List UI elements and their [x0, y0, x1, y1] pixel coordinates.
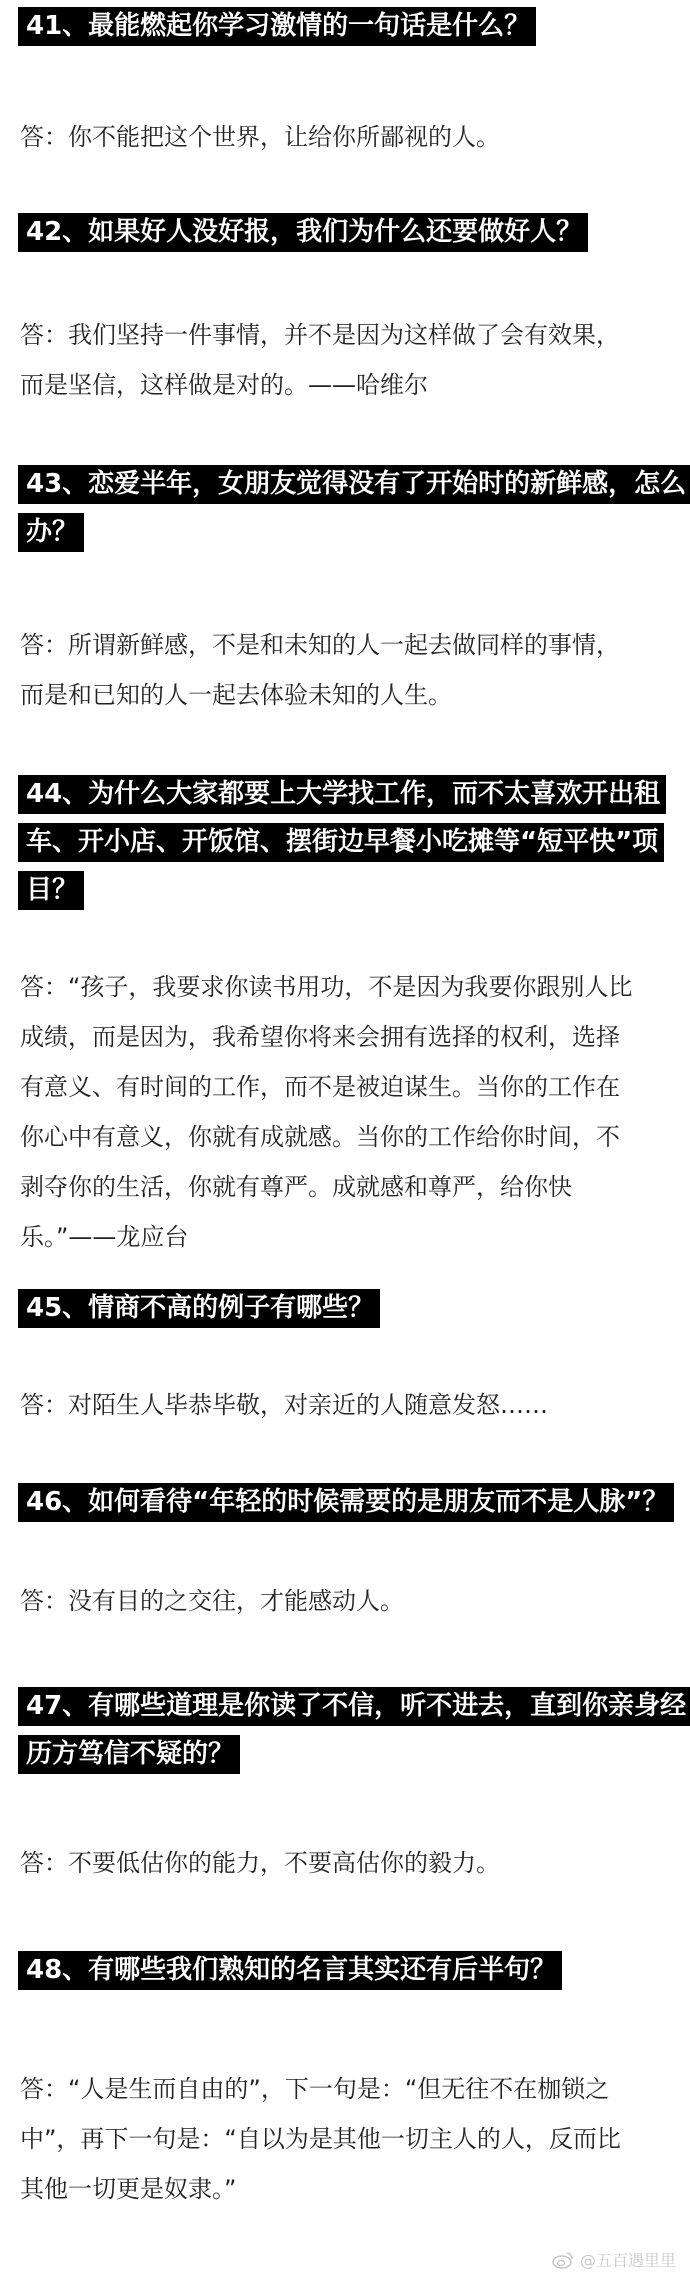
question-46: [18, 1478, 674, 1526]
question-41: [18, 2, 536, 50]
answer-41-line-1: 答：你不能把这个世界，让给你所鄙视的人。: [20, 123, 500, 151]
answer-46-line-1: 答：没有目的之交往，才能感动人。: [20, 1587, 404, 1615]
answer-48: [20, 2064, 621, 2214]
question-42: [18, 208, 588, 256]
question-45-line-1: 45、情商不高的例子有哪些？: [18, 1289, 380, 1328]
question-45: [18, 1284, 380, 1332]
answer-43: [20, 620, 620, 720]
answer-48-line-3: 其他一切更是奴隶。”: [20, 2175, 237, 2203]
answer-44-line-5: 剥夺你的生活，你就有尊严。成就感和尊严，给你快: [20, 1173, 572, 1201]
question-41-line-1: 41、最能燃起你学习激情的一句话是什么？: [18, 7, 536, 46]
answer-42: [20, 310, 620, 410]
answer-44-line-1: 答：“孩子，我要求你读书用功，不是因为我要你跟别人比: [20, 973, 633, 1001]
weibo-icon: [552, 2251, 574, 2269]
watermark-text: @五百遇里里: [579, 2251, 676, 2270]
answer-44-line-6: 乐。”——龙应台: [20, 1223, 189, 1251]
answer-43-line-2: 而是和已知的人一起去体验未知的人生。: [20, 681, 452, 709]
question-47: [18, 1682, 690, 1778]
question-44-line-1: 44、为什么大家都要上大学找工作，而不太喜欢开出租: [18, 775, 666, 814]
question-44-line-3: 目？: [18, 871, 84, 910]
question-43-line-1: 43、恋爱半年，女朋友觉得没有了开始时的新鲜感，怎么: [18, 465, 690, 504]
answer-45: [20, 1380, 548, 1430]
answer-48-line-1: 答：“人是生而自由的”，下一句是：“但无往不在枷锁之: [20, 2075, 610, 2103]
answer-41: [20, 112, 500, 162]
question-42-line-1: 42、如果好人没好报，我们为什么还要做好人？: [18, 213, 588, 252]
answer-44-line-3: 有意义、有时间的工作，而不是被迫谋生。当你的工作在: [20, 1073, 620, 1101]
answer-45-line-1: 答：对陌生人毕恭毕敬，对亲近的人随意发怒……: [20, 1391, 548, 1419]
question-44-line-2: 车、开小店、开饭馆、摆街边早餐小吃摊等“短平快”项: [18, 823, 664, 862]
answer-44-line-2: 成绩，而是因为，我希望你将来会拥有选择的权利，选择: [20, 1023, 620, 1051]
answer-44: [20, 962, 632, 1262]
question-48-line-1: 48、有哪些我们熟知的名言其实还有后半句？: [18, 1951, 562, 1990]
answer-43-line-1: 答：所谓新鲜感，不是和未知的人一起去做同样的事情，: [20, 631, 620, 659]
answer-42-line-1: 答：我们坚持一件事情，并不是因为这样做了会有效果，: [20, 321, 620, 349]
answer-47-line-1: 答：不要低估你的能力，不要高估你的毅力。: [20, 1849, 500, 1877]
question-47-line-2: 历方笃信不疑的？: [18, 1735, 240, 1774]
answer-46: [20, 1576, 404, 1626]
answer-47: [20, 1838, 500, 1888]
answer-48-line-2: 中”，再下一句是：“自以为是其他一切主人的人，反而比: [20, 2125, 621, 2153]
answer-42-line-2: 而是坚信，这样做是对的。——哈维尔: [20, 371, 428, 399]
question-44: [18, 770, 666, 914]
watermark: [552, 2248, 676, 2271]
question-47-line-1: 47、有哪些道理是你读了不信，听不进去，直到你亲身经: [18, 1687, 690, 1726]
answer-44-line-4: 你心中有意义，你就有成就感。当你的工作给你时间，不: [20, 1123, 620, 1151]
question-48: [18, 1946, 562, 1994]
question-46-line-1: 46、如何看待“年轻的时候需要的是朋友而不是人脉”？: [18, 1483, 674, 1522]
question-43: [18, 460, 690, 556]
question-43-line-2: 办？: [18, 513, 84, 552]
